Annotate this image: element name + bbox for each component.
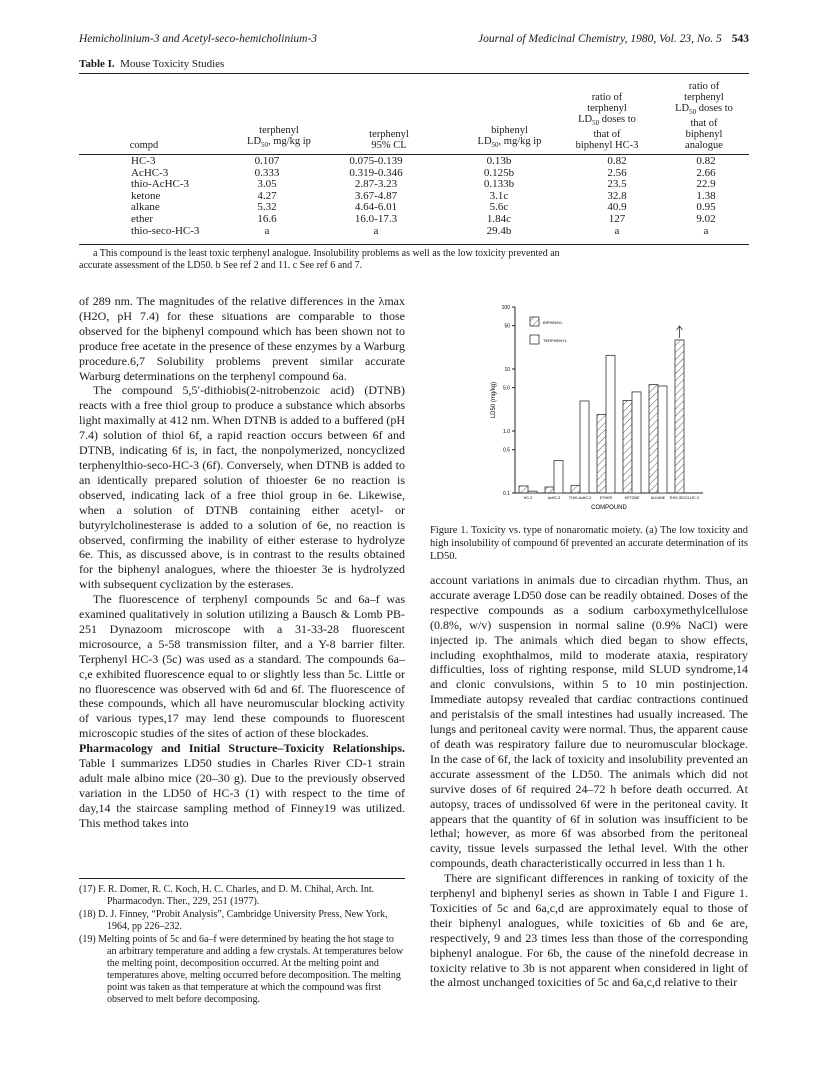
paragraph: of 289 nm. The magnitudes of the relative differences in the λmax (H2O, pH 7.4) for these situations are comparable to those observed for the biphenyl compound which has been shown not to produce free acetate in the presence of these enzymes by a Warburg procedure.6,7 Solubility problems prevent similar accurate Warburg determinations on the terphenyl compound 6a.	[79, 294, 405, 383]
table-cell: a	[264, 224, 270, 237]
table-row	[79, 226, 749, 238]
col-header-compd: compd	[129, 140, 159, 151]
table-row	[79, 214, 749, 226]
table-cell: 0.82	[696, 155, 716, 167]
col-header-ratio-analogue: ratio of terphenyl $LD_{50}$ doses to that of biphenyl analogue	[675, 80, 733, 151]
table-cell: 16.0-17.3	[354, 212, 398, 225]
table-cell: 32.8	[607, 189, 627, 202]
legend-swatch-biphenyl	[530, 317, 539, 326]
left-column	[79, 294, 405, 831]
table-cell: thio-AcHC-3	[131, 178, 190, 191]
col-header-terphenyl-cl: terphenyl 95% CL	[369, 129, 409, 151]
paragraph: account variations in animals due to circadian rhythm. Thus, an accurate average LD50 dose can be readily obtained. Doses of the respective compounds as a sodium carboxymethylcellulose (0.8%, w/v) suspension in normal saline (0.9% NaCl) were injected ip. The animals which died began to show effects, including exophthalmos, mild to moderate ataxia, respiratory difficulties, loss of righting response, mild SLUD syndrome,14 and clonic convulsions, within 5 to 10 min postinjection. Immediate autopsy revealed that cardiac contractions continued and peristalsis of the small intestines had usually increased. The lungs and peritoneal cavity were normal. Thus, the apparent cause of death was respiratory failure due to neuromuscular blockage. In the case of 6f, the lack of toxicity and insolubility prevented an accurate assessment of the LD50. The animals which did not survive doses of 6f required 24–72 h before death occurred. At autopsy, traces of undissolved 6f were in the peritoneal cavity. It appears that the quantity of 6f in solution was insufficient to be lethal; however, as more 6f was absorbed from the peritoneal cavity, tissue levels surpassed the lethal level. With the other compounds, death characteristically occurred in less than 1 h.	[430, 573, 748, 871]
reference-item: (17) F. R. Domer, R. C. Koch, H. C. Charles, and D. M. Chihal, Arch. Int. Pharmacodyn. Ther., 229, 251 (1977).	[79, 884, 375, 907]
arrow-icon	[677, 326, 683, 338]
table-footnote-2: accurate assessment of the LD50. b See ref 2 and 11. c See ref 6 and 7.	[79, 260, 363, 271]
terphenyl-bar	[658, 386, 667, 493]
col-header-terphenyl-ld50: terphenyl $LD_{50}$, mg/kg ip	[247, 124, 311, 149]
biphenyl-bar	[623, 401, 632, 493]
table-cell: 3.05	[257, 178, 277, 191]
y-tick-label: 0.1	[503, 491, 510, 497]
table-label: Table I.	[79, 58, 115, 70]
section-text: Table I summarizes LD50 studies in Charles River CD-1 strain adult male albino mice (20–30 g). Due to the previously observed variation in the LD50 of HC-3 (1) with respect to the time of day,14 the staircase sampling method of Finney19 was utilized. This method takes into	[79, 756, 405, 830]
table-cell: 5.32	[257, 201, 277, 214]
col-header-ratio-hc3: ratio of terphenyl $LD_{50}$ doses to that of biphenyl HC-3	[575, 91, 639, 151]
header-right	[478, 33, 749, 45]
terphenyl-bar	[528, 491, 537, 493]
table-caption	[79, 58, 224, 70]
table-cell: 22.9	[696, 178, 716, 191]
table-cell: ether	[131, 212, 153, 225]
col-header-biphenyl-ld50: biphenyl $LD_{50}$, mg/kg ip	[477, 124, 542, 149]
table-cell: 40.9	[607, 201, 627, 214]
legend-label: TERPHENYL	[543, 338, 568, 343]
table-body	[79, 156, 749, 237]
y-axis-label: LD50 (mg/kg)	[491, 381, 497, 419]
y-tick-label: 0.5	[503, 447, 510, 454]
figure-caption: Figure 1. Toxicity vs. type of nonaromatic moiety. (a) The low toxicity and high insolubility of compound 6f prevented an accurate determination of its LD50.	[430, 525, 748, 562]
table-title: Mouse Toxicity Studies	[120, 58, 225, 70]
table-cell: 9.02	[696, 212, 716, 225]
x-axis-label: COMPOUND	[591, 505, 627, 510]
terphenyl-bar	[554, 461, 563, 493]
table-cell: 1.84c	[486, 212, 512, 225]
x-tick-label: THIO-SECO-HC-3	[669, 496, 699, 500]
table-cell: a	[614, 224, 620, 237]
table-row	[79, 202, 749, 214]
table-cell: thio-seco-HC-3	[131, 224, 200, 237]
bar-chart	[485, 295, 715, 510]
reference-item: (18) D. J. Finney, “Probit Analysis”, Cambridge University Press, New York, 1964, pp 226–232.	[79, 909, 388, 932]
reference-item: (19) Melting points of 5c and 6a–f were determined by heating the hot stage to an arbitrary temperature and adding a few crystals. At temperatures below the melting point, decomposition occurred. At the melting point and temperatures above, melting occurred before decomposition. The melting point was taken as that temperature at which the compound was first observed to melt before decomposing.	[79, 934, 404, 1005]
x-tick-label: KETONE	[624, 496, 640, 500]
table-header-rule	[79, 154, 749, 155]
y-tick-label: 50	[504, 323, 510, 330]
table-cell: a	[373, 224, 379, 237]
table-cell: 4.64-6.01	[354, 201, 398, 214]
table-cell: AcHC-3	[131, 166, 169, 179]
section-heading: Pharmacology and Initial Structure–Toxicity Relationships.	[79, 741, 405, 756]
table-cell: 0.319-0.346	[349, 166, 403, 179]
table-cell: 0.075-0.139	[349, 155, 403, 167]
table-cell: 3.1c	[489, 189, 509, 202]
x-tick-label: AcHC-3	[547, 496, 561, 500]
biphenyl-bar	[597, 415, 606, 493]
table-row	[79, 156, 749, 168]
table-cell: a	[703, 224, 709, 237]
table-top-rule	[79, 73, 749, 74]
y-tick-label: 1.0	[503, 429, 510, 435]
table-footnote-1: a This compound is the least toxic terphenyl analogue. Insolubility problems as well as the low toxicity prevented an	[93, 248, 560, 259]
paragraph: The fluorescence of terphenyl compounds 5c and 6a–f was examined qualitatively in solution utilizing a Bausch & Lomb PB-251 Dynazoom microscope with a 31-33-28 fluorescent microsource, a 5-58 transmission filter, and a Y-8 barrier filter. Terphenyl HC-3 (5c) was used as a standard. The compounds 6a–c,e exhibited fluorescence equal to or slightly less than 5c. Little or no fluorescence was observed with 6d and 6f. The fluorescence of these compounds, which all have neuromuscular blocking activity of various types,17 may lend these compounds to fluorescent microscopic studies of the sites of action of these blockades.	[79, 592, 405, 741]
table-cell: 2.87-3.23	[354, 178, 398, 191]
paragraph: The compound 5,5′-dithiobis(2-nitrobenzoic acid) (DTNB) reacts with a free thiol group to produce a substance which absorbs light maximally at 412 nm. When DTNB is added to a buffered (pH 7.4) solution of thiol 6f, a rapid reaction occurs between 6f and DTNB, indicating 6f is, in fact, the nonpolymerized, noncyclized terphenylthio-seco-HC-3 (6f). Conversely, when DTNB is added to an identically prepared solution of thioester 6e no reaction is observed, indicating lack of a free thiol group in 6e. Likewise, when a solution of DTNB containing either acetyl- or butyrylcholinesterase is added to a solution of 6e, no reaction is observed, confirming the inability of either esterase to hydrolyze 6e. This, as discussed above, is in contrast to the results obtained for the biphenyl analogues, where the thioester 3e is hydrolyzed with subsequent cyclization by the esterases.	[79, 383, 405, 592]
journal-citation: Journal of Medicinal Chemistry, 1980, Vol. 23, No. 5	[478, 33, 722, 45]
biphenyl-bar	[675, 340, 684, 493]
terphenyl-bar	[632, 392, 641, 493]
legend-label: BIPHENYL	[543, 320, 563, 325]
table-cell: 5.6c	[489, 201, 509, 214]
table-cell: 0.133b	[483, 178, 515, 191]
table-cell: 2.56	[607, 166, 627, 179]
figure-1	[485, 295, 715, 510]
table-cell: HC-3	[131, 155, 156, 167]
x-tick-label: THIO-AcHC-3	[568, 496, 592, 500]
table-cell: 1.38	[696, 189, 716, 202]
table-cell: 127	[608, 212, 626, 225]
table-footnotes	[79, 248, 749, 272]
x-tick-label: ETHER	[599, 496, 613, 500]
page-number: 543	[731, 33, 749, 45]
references	[79, 884, 405, 1007]
right-column	[430, 573, 748, 990]
header-left: Hemicholinium-3 and Acetyl-seco-hemicholinium-3	[79, 33, 318, 45]
terphenyl-bar	[606, 355, 615, 493]
paragraph: There are significant differences in ranking of toxicity of the terphenyl and biphenyl series as shown in Table I and Figure 1. Toxicities of 5c and 6a,c,d are approximately equal to those of their biphenyl analogues, while toxicities of 6b and 6e are, respectively, 9 and 23 times less than those of the corresponding biphenyl analogue. For 6b, the cause of the ninefold decrease in toxicity relative to 3b is not apparent when considered in light of the almost unchanged toxicities of 5c and 6a,c,d relative to their	[430, 871, 748, 990]
table-cell: 3.67-4.87	[354, 189, 398, 202]
legend-swatch-terphenyl	[530, 335, 539, 344]
y-tick-label: 5.0	[503, 385, 510, 392]
table-cell: 29.4b	[486, 224, 512, 237]
table-row	[79, 191, 749, 203]
table-cell: ketone	[131, 189, 161, 202]
table-row	[79, 179, 749, 191]
table-cell: 0.95	[696, 201, 716, 214]
table-cell: 4.27	[257, 189, 277, 202]
table-cell: 0.82	[607, 155, 627, 167]
table-cell: 23.5	[607, 178, 627, 191]
biphenyl-bar	[571, 485, 580, 493]
biphenyl-bar	[545, 487, 554, 493]
table-cell: 0.107	[254, 155, 280, 167]
x-tick-label: HC-3	[523, 496, 533, 500]
references-rule	[79, 878, 405, 879]
table-cell: 2.66	[696, 166, 716, 179]
table-cell: 0.13b	[486, 155, 512, 167]
table-cell: 0.333	[254, 166, 280, 179]
table-cell: 16.6	[257, 212, 277, 225]
table-cell: alkane	[131, 201, 160, 214]
biphenyl-bar	[649, 385, 658, 493]
x-tick-label: ALKANE	[650, 496, 666, 500]
table-bottom-rule	[79, 244, 749, 245]
running-header	[79, 33, 749, 45]
biphenyl-bar	[519, 486, 528, 493]
table-header	[79, 75, 749, 153]
y-tick-label: 10	[504, 367, 510, 373]
table-cell: 0.125b	[483, 166, 515, 179]
y-tick-label: 100	[501, 305, 510, 311]
terphenyl-bar	[580, 401, 589, 493]
